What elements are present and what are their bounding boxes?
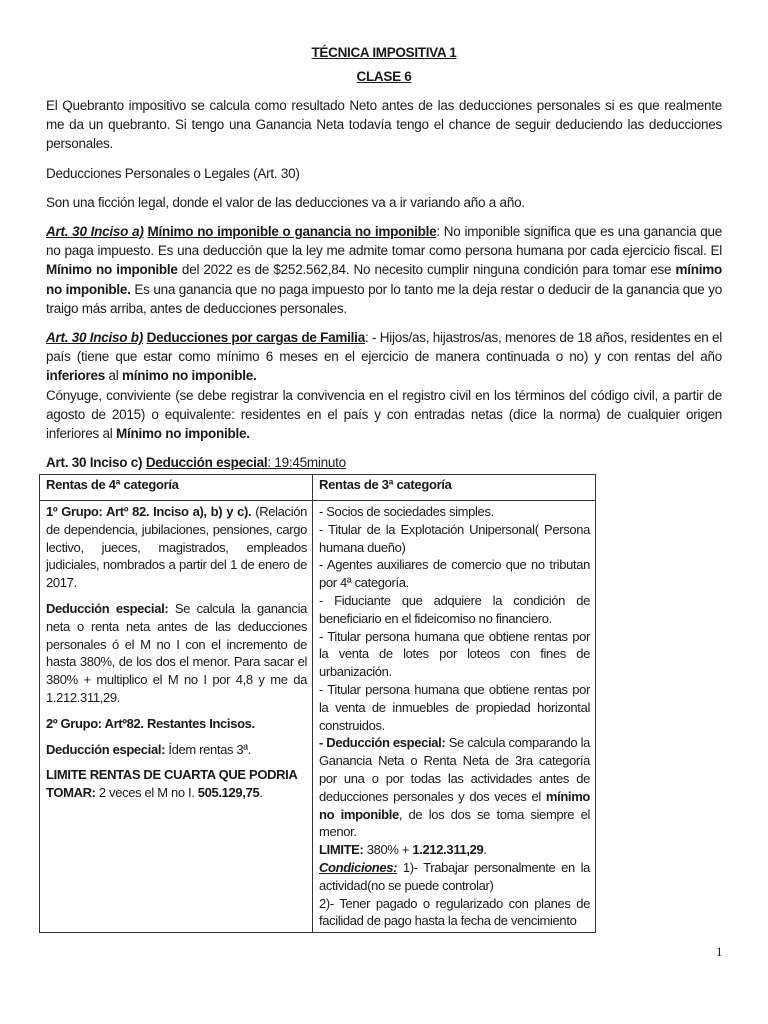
inciso-a-heading: Mínimo no imponible o ganancia no imponible [147, 224, 437, 240]
tercera-item: - Titular de la Explotación Unipersonal( Persona humana dueño) [319, 521, 590, 555]
inciso-c-heading: Deducción especial [145, 455, 268, 471]
tercera-item: - Fiduciante que adquiere la condición de beneficiario en el fideicomiso no financiero. [319, 592, 590, 626]
cell-rentas-cuarta [40, 501, 313, 933]
table-header-cuarta [40, 475, 313, 501]
table-header-row [40, 475, 596, 501]
inciso-a-text-2: del 2022 es de $252.562,84. No necesito cumplir ninguna condición para tomar ese [177, 262, 676, 278]
document-title: TÉCNICA IMPOSITIVA 1 [311, 45, 457, 60]
deduccion-tercera-text-1: Se calcula comparando la Ganancia Neta o Renta Neta de 3ra categoría por una o por todas las actividades antes de deducciones personales y dos veces el [319, 735, 590, 804]
header-cuarta-label: Rentas de 4ª categoría [46, 477, 179, 492]
limite-cuarta-paragraph [46, 766, 307, 802]
inciso-b-bold-1: inferiores [46, 368, 106, 384]
inciso-a-text-1: : No imponible significa que es una ganancia que no paga impuesto. Es una deducción que la ley me admite tomar como persona humana por cada ejercicio fiscal. El [46, 224, 722, 259]
grupo-2-paragraph [46, 715, 307, 733]
intro-paragraph-ficcion: Son una ficción legal, donde el valor de las deducciones va a ir variando año a año. [46, 194, 525, 210]
inciso-b-text-3: Cónyuge, conviviente (se debe registrar la convivencia en el registro civil en los términos del código civil, a partir de agosto de 2015) o equivalente: residentes en el país y con entradas netas (dice la norma) de cualquier origen inferiores al [46, 387, 722, 442]
limite-tercera-value: 1.212.311,29 [412, 842, 484, 858]
inciso-c-paragraph [46, 453, 722, 472]
intro-paragraph-quebranto: El Quebranto impositivo se calcula como resultado Neto antes de las deducciones personales si es que realmente me da un quebranto. Si tengo una Ganancia Neta todavía tengo el chance de seguir deduciendo las deducciones personales. [46, 98, 722, 152]
deduccion-tercera-text-2: , de los dos se toma siempre el menor. [319, 806, 590, 840]
inciso-b-text-2: al [105, 368, 123, 384]
limite-tercera-head: LIMITE: [319, 842, 364, 858]
limite-cuarta-value: 505.129,75 [197, 785, 260, 801]
inciso-b-conyuge-paragraph [46, 386, 722, 444]
condicion-1: 1)- Trabajar personalmente en la actividad(no se puede controlar) [319, 859, 590, 893]
inciso-c-label: Art. 30 Inciso c) [46, 455, 143, 471]
condiciones-head: Condiciones: [319, 859, 398, 875]
inciso-a-bold-2: mínimo no imponible. [46, 262, 722, 297]
cell-rentas-tercera [313, 501, 596, 933]
inciso-b-text-1: : - Hijos/as, hijastros/as, menores de 18 años, residentes en el país (tiene que estar como mínimo 6 meses en el ejercicio de manera continuada o no) y con rentas del año [46, 330, 722, 365]
inciso-a-paragraph [46, 222, 722, 318]
deduccion-cuarta-head: Deducción especial: [46, 600, 169, 616]
limite-cuarta-text: 2 veces el M no I. [95, 785, 198, 801]
inciso-b-bold-3: Mínimo no imponible. [116, 426, 250, 442]
limite-tercera-end: . [483, 842, 487, 858]
inciso-a-label: Art. 30 Inciso a) [46, 224, 144, 240]
limite-cuarta-head: LIMITE RENTAS DE CUARTA QUE PODRIA TOMAR: [46, 767, 297, 801]
inciso-a-text-3: Es una ganancia que no paga impuesto por lo tanto me la deja restar o deducir de la ganancia que yo traigo más arriba, antes de deducciones personales. [46, 281, 722, 316]
deduccion-especial-grupo-2 [46, 741, 307, 759]
inciso-b-bold-2: mínimo no imponible. [122, 368, 257, 384]
header-tercera-label: Rentas de 3ª categoría [319, 477, 452, 492]
limite-tercera-paragraph [319, 841, 590, 859]
table-header-tercera [313, 475, 596, 501]
inciso-b-heading: Deducciones por cargas de Familia [146, 330, 365, 346]
tercera-item: - Agentes auxiliares de comercio que no tributan por 4ª categoría. [319, 557, 590, 591]
page-number: 1 [716, 944, 723, 959]
grupo-1-paragraph [46, 503, 307, 592]
document-body [46, 44, 722, 472]
deduccion-grupo-2-text: Ídem rentas 3ª. [165, 741, 251, 757]
document-subtitle: CLASE 6 [356, 69, 412, 84]
intro-paragraph-deducciones: Deducciones Personales o Legales (Art. 30) [46, 165, 300, 181]
tercera-item: - Socios de sociedades simples. [319, 504, 494, 519]
grupo-2-head: 2º Grupo: Artº82. Restantes Incisos. [46, 715, 255, 731]
inciso-b-paragraph [46, 328, 722, 386]
tercera-item: - Titular persona humana que obtiene rentas por la venta de inmuebles de propiedad horizontal construidos. [319, 681, 590, 733]
deduccion-tercera-bold: mínimo no imponible [319, 788, 590, 822]
grupo-1-head: 1º Grupo: Artº 82. Inciso a), b) y c). [46, 504, 252, 519]
inciso-a-bold-1: Mínimo no imponible [46, 262, 178, 278]
table-body-row [40, 501, 596, 933]
condicion-2: 2)- Tener pagado o regularizado con planes de facilidad de pago hasta la fecha de vencimiento [319, 895, 590, 929]
deduccion-especial-table [39, 474, 596, 933]
condiciones-paragraph [319, 859, 590, 895]
deduccion-cuarta-text: Se calcula la ganancia neta o renta neta antes de las deducciones personales ó el M no I con el incremento de hasta 380%, de los dos el menor. Para sacar el 380% + multiplico el M no I por 4,8 y me da 1.212.311,29. [46, 600, 308, 705]
inciso-b-label: Art. 30 Inciso b) [46, 330, 144, 346]
limite-cuarta-end: . [259, 785, 263, 801]
deduccion-tercera-head: - Deducción especial: [319, 735, 446, 751]
inciso-c-tail: : 19:45minuto [267, 455, 346, 471]
grupo-1-text: (Relación de dependencia, jubilaciones, pensiones, cargo lectivo, jueces, magistrados, empleados judiciales, nombrados a partir del 1 de enero de 2017. [46, 504, 308, 591]
deduccion-especial-cuarta [46, 600, 307, 707]
deduccion-especial-tercera [319, 734, 590, 841]
deduccion-grupo-2-head: Deducción especial: [46, 741, 166, 757]
tercera-item: - Titular persona humana que obtiene rentas por la venta de lotes por loteos con fines de urbanización. [319, 628, 590, 680]
limite-tercera-text: 380% + [363, 842, 413, 858]
